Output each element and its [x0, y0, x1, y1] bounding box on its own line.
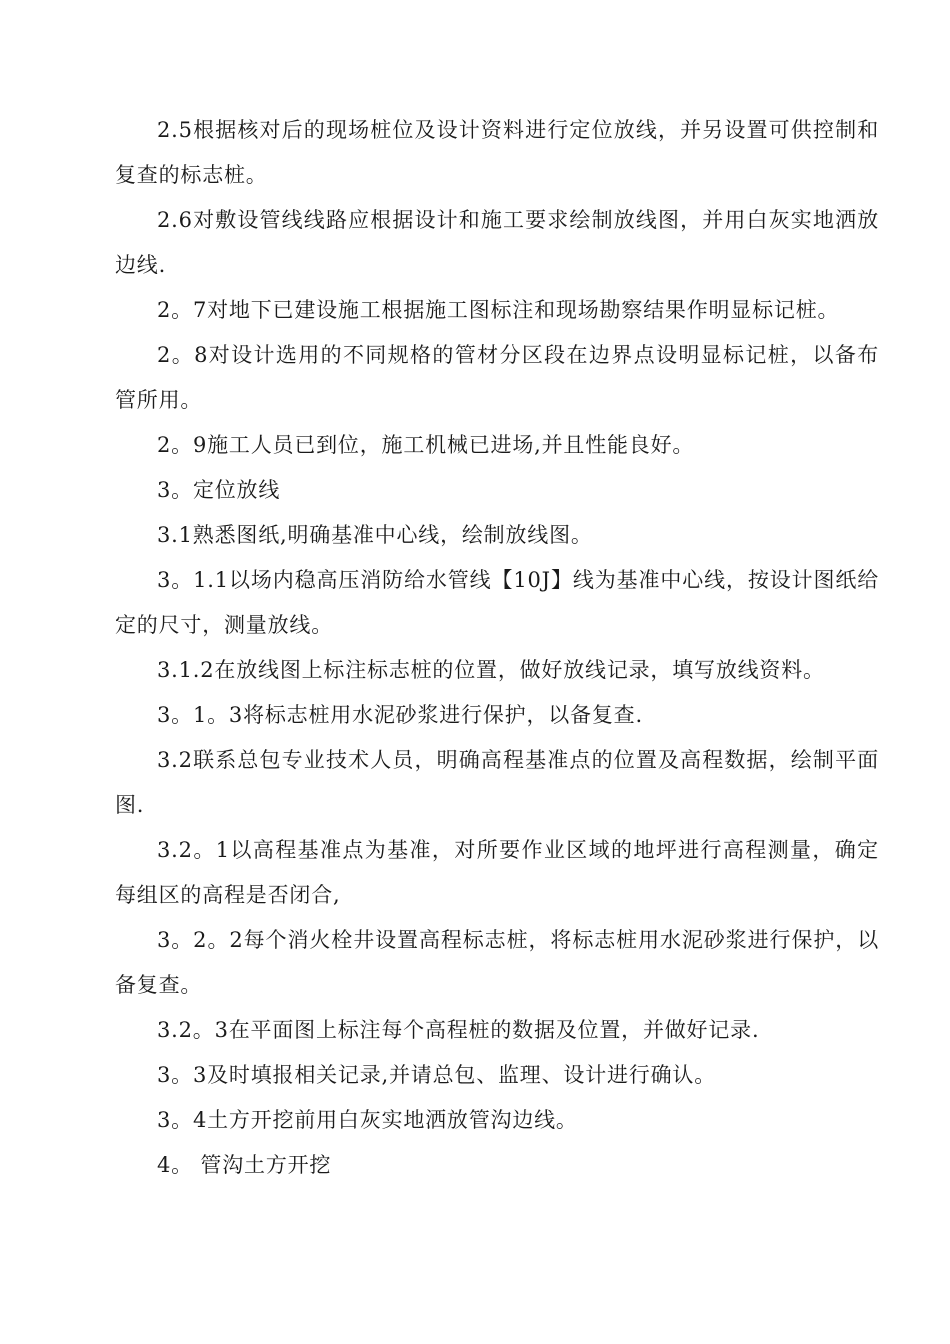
paragraph-3-4: 3。4土方开挖前用白灰实地洒放管沟边线。: [157, 1108, 578, 1132]
paragraph-3-1-2: 3.1.2在放线图上标注标志桩的位置，做好放线记录，填写放线资料。: [157, 658, 825, 682]
paragraph-2-6: 2.6对敷设管线线路应根据设计和施工要求绘制放线图，并用白灰实地洒放边线.: [115, 208, 879, 277]
paragraph-3-3: 3。3及时填报相关记录,并请总包、监理、设计进行确认。: [157, 1063, 716, 1087]
paragraph-3-2: 3.2联系总包专业技术人员，明确高程基准点的位置及高程数据，绘制平面图.: [115, 748, 879, 817]
paragraph-2-5: 2.5根据核对后的现场桩位及设计资料进行定位放线，并另设置可供控制和复查的标志桩。: [115, 118, 879, 187]
section-heading-4: 4。 管沟土方开挖: [157, 1153, 332, 1177]
paragraph-3-2-1: 3.2。1以高程基准点为基准，对所要作业区域的地坪进行高程测量，确定每组区的高程是否闭合,: [115, 838, 879, 907]
paragraph-3-1-3: 3。1。3将标志桩用水泥砂浆进行保护，以备复查.: [157, 703, 643, 727]
paragraph-3-1: 3.1熟悉图纸,明确基准中心线，绘制放线图。: [157, 523, 593, 547]
paragraph-3-1-1: 3。1.1以场内稳高压消防给水管线【10J】线为基准中心线，按设计图纸给定的尺寸，测量放线。: [115, 568, 879, 637]
document-page: [115, 108, 879, 1188]
paragraph-3-2-2: 3。2。2每个消火栓井设置高程标志桩，将标志桩用水泥砂浆进行保护，以备复查。: [115, 928, 879, 997]
paragraph-2-7: 2。7对地下已建设施工根据施工图标注和现场勘察结果作明显标记桩。: [157, 298, 840, 322]
section-heading-3: 3。定位放线: [157, 478, 281, 502]
paragraph-2-9: 2。9施工人员已到位，施工机械已进场,并且性能良好。: [157, 433, 695, 457]
paragraph-2-8: 2。8对设计选用的不同规格的管材分区段在边界点设明显标记桩，以备布管所用。: [115, 343, 879, 412]
paragraph-3-2-3: 3.2。3在平面图上标注每个高程桩的数据及位置，并做好记录.: [157, 1018, 760, 1042]
